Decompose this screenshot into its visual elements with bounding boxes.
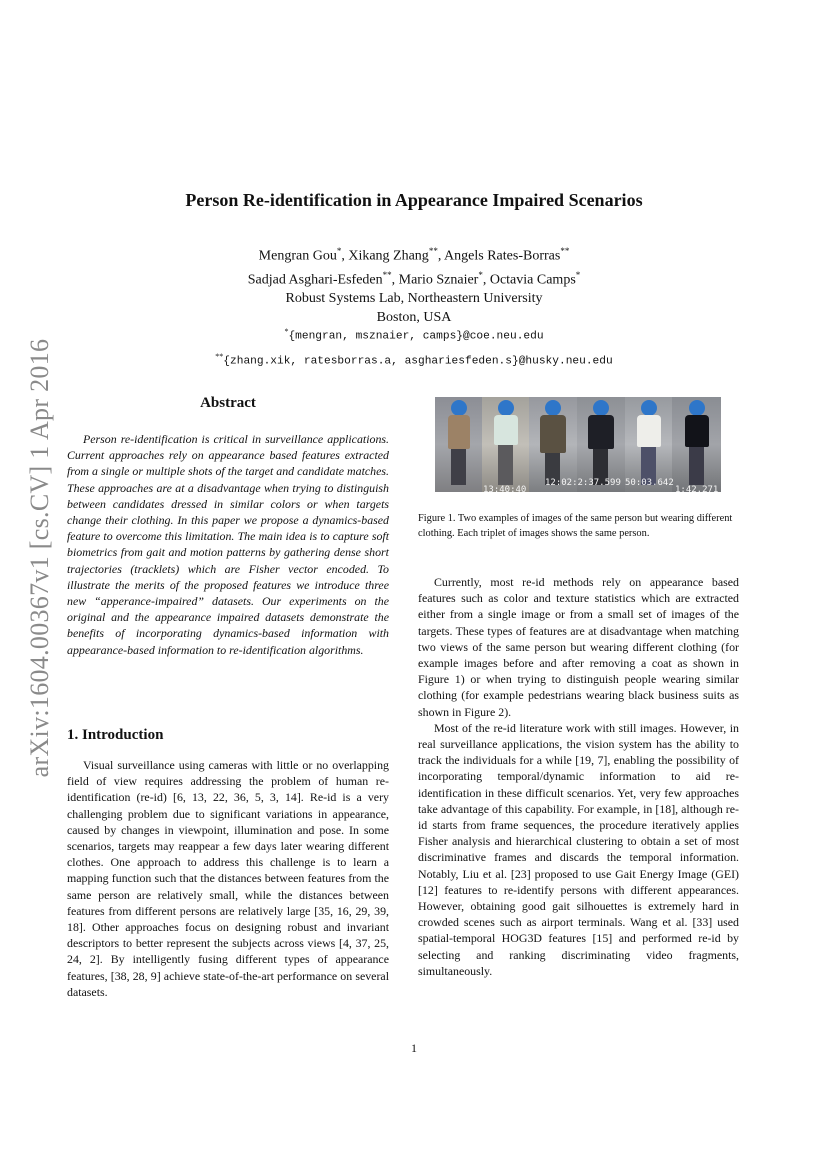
body-paragraph: Most of the re-id literature work with still images. However, in real surveillance applications, the vision system has the ability to track the individuals for a while [19, 7], enabling the possibility of incorporating temporal/dynamic information to aid re-identification in these difficult scenarios. Yet, very few approaches take advantage of this capability. For example, in [18], although re-id starts from frame sequences, the procedure iteratively applies Fisher analysis and hierarchical clustering to obtain a set of most discriminative frames and discards the temporal information. Notably, Liu et al. [23] proposed to use Gait Energy Image (GEI) [12] features to re-identify persons with different appearances. However, obtaining good gait silhouettes is extremely hard in crowded scenes such as airport terminals. Wang et al. [33] used spatial-temporal HOG3D features [15] and performed re-id by selecting and ranking discriminating video fragments, simultaneously. [418, 720, 739, 978]
author-name: Angels Rates-Borras [444, 248, 561, 264]
introduction-heading: 1. Introduction [67, 727, 164, 743]
introduction-paragraph: Visual surveillance using cameras with little or no overlapping field of view requires addressing the problem of human re-identification (re-id) [6, 13, 22, 36, 5, 3, 14]. Re-id is a very challenging problem due to significant variations in appearance, caused by changes in viewpoint, illumination and pose. In some scenarios, targets may reappear a few days later wearing different clothes. One approach to address this challenge is to learn a mapping function such that the distances between features from the same person are relatively small, while the distances between features from different persons are relatively large [35, 16, 29, 39, 18]. Other approaches focus on designing robust and invariant descriptors to better represent the subjects across views [4, 37, 25, 24, 2]. By intelligently fusing different types of appearance features, [38, 28, 9] achieve state-of-the-art performance on several datasets. [67, 758, 389, 999]
person-torso [448, 415, 470, 449]
author-line-2: Sadjad Asghari-Esfeden**, Mario Sznaier*, Octavia Camps* [247, 269, 581, 288]
email-mark: * [284, 327, 289, 336]
email-mark: ** [215, 351, 224, 361]
author-name: Octavia Camps [489, 272, 576, 288]
timestamp: 1:42.271 [675, 485, 719, 492]
figure-1-caption: Figure 1. Two examples of images of the same person but wearing different clothing. Each triplet of images shows the same person. [418, 513, 733, 539]
author-name: Sadjad Asghari-Esfeden [247, 272, 383, 288]
person-legs [689, 447, 704, 485]
author-name: Mario Sznaier [398, 272, 479, 288]
affiliation-mark: * [336, 246, 342, 256]
arxiv-sidebar [22, 318, 58, 798]
email-block [0, 322, 828, 371]
blurred-face [593, 400, 609, 416]
location: Boston, USA [376, 310, 452, 326]
right-column-body [418, 574, 739, 979]
introduction-body [67, 757, 389, 1000]
abstract-text: Person re-identification is critical in surveillance applications. Current approaches rely on appearance based features extracted from a single or multiple shots of the target and candidate matches. These approaches are at a disadvantage when trying to distinguish between candidates dressed in similar colors or when targets change their clothing. In this paper we propose a dynamics-based feature to overcome this limitation. The main idea is to capture soft biometrics from gait and motion patterns by gathering dense short trajectories (tracklets) which are Fisher vector encoded. To illustrate the merits of the proposed features we introduce three new “apperance-impaired” datasets. Our experiments on the original and the appearance impaired datasets demonstrate the benefits of incorporating dynamics-based information with appearance-based information to re-identification algorithms. [67, 432, 389, 657]
timestamp: 50:03.642 [625, 478, 674, 488]
figure-panel [672, 397, 721, 492]
author-name: Xikang Zhang [348, 248, 429, 264]
blurred-face [451, 400, 467, 416]
email-address: {mengran, msznaier, camps}@coe.neu.edu [288, 330, 544, 343]
email-line-2 [0, 347, 828, 372]
affiliation-mark: * [575, 269, 581, 280]
email-line-1 [0, 322, 828, 347]
figure-1-image [435, 397, 721, 492]
person-torso [637, 415, 661, 447]
blurred-face [498, 400, 514, 416]
person-torso [685, 415, 709, 447]
affiliation-mark: ** [382, 269, 392, 280]
affiliation: Robust Systems Lab, Northeastern University [285, 291, 543, 307]
blurred-face [545, 400, 561, 416]
arxiv-identifier: arXiv:1604.00367v1 [cs.CV] 1 Apr 2016 [25, 338, 54, 778]
timestamp: 12:02:2:37.599 [545, 478, 621, 488]
timestamp: 13:40:40 [483, 485, 527, 492]
person-torso [494, 415, 518, 445]
author-name: Mengran Gou [258, 248, 337, 264]
affiliation-mark: ** [428, 246, 438, 256]
author-block [0, 242, 828, 327]
affiliation-mark: ** [560, 246, 570, 256]
author-line-1: Mengran Gou*, Xikang Zhang**, Angels Rates-Borras** [258, 246, 570, 264]
figure-panel [435, 397, 484, 492]
person-legs [451, 449, 466, 485]
email-address: {zhang.xik, ratesborras.a, asghariesfeden.s}@husky.neu.edu [223, 355, 613, 368]
abstract-heading: Abstract [200, 395, 256, 411]
body-paragraph: Currently, most re-id methods rely on appearance based features such as color and texture statistics which are extracted either from a single image or from a small set of images of the targets. These types of features are at disadvantage when matching two views of the same person but wearing different clothing (for example images before and after removing a coat as shown in Figure 1) or when trying to distinguish people wearing similar clothing (for example pedestrians wearing black business suits as shown in Figure 2). [418, 575, 739, 719]
page-number: 1 [411, 1041, 417, 1055]
blurred-face [641, 400, 657, 416]
paper-title: Person Re-identification in Appearance Impaired Scenarios [185, 190, 643, 210]
person-torso [588, 415, 614, 449]
blurred-face [689, 400, 705, 416]
affiliation-mark: * [478, 269, 483, 280]
person-torso [540, 415, 566, 453]
figure-panel [482, 397, 531, 492]
person-legs [498, 445, 513, 485]
